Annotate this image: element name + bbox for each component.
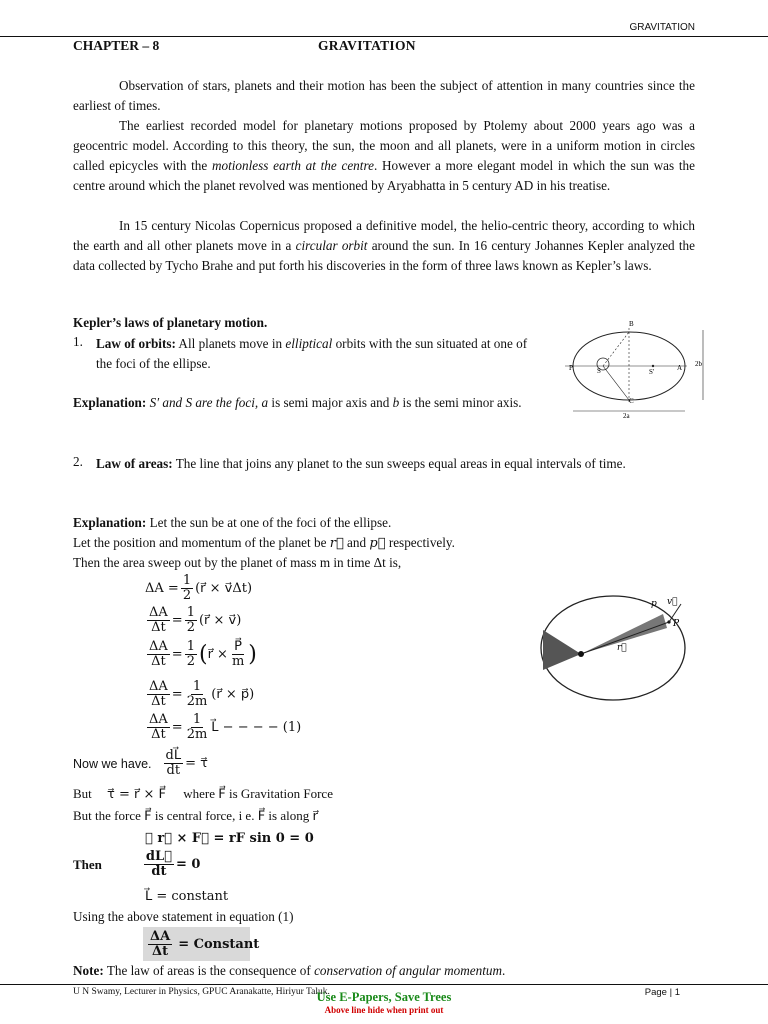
kepler-heading: Kepler’s laws of planetary motion.: [73, 315, 268, 330]
paragraph-1: Observation of stars, planets and their motion has been the subject of attention in many countries since the earliest of times.: [73, 78, 695, 113]
ellipse-orbit-diagram: [563, 316, 713, 420]
header-rule: [0, 36, 768, 37]
label-s: S: [597, 367, 601, 375]
law1-number: 1.: [73, 334, 83, 349]
label-c: C: [629, 397, 634, 405]
page-number: Page | 1: [644, 987, 680, 998]
equation-5: $\frac{\Delta A}{\Delta t}$ = $\frac{1}{2m}$ L⃗ − − − − (1): [149, 712, 302, 742]
using-statement: Using the above statement in equation (1): [73, 909, 294, 924]
sketch-label-r: r⃗: [617, 643, 627, 653]
law2-text: Law of areas: The line that joins any planet to the sun sweeps equal areas in equal intervals of time.: [96, 456, 626, 471]
footer-rule: [0, 984, 768, 985]
explanation-1: Explanation: S′ and S are the foci, a is semi major axis and b is the semi minor axis.: [73, 395, 522, 410]
equation-1: ΔA = $\frac{1}{2}$ (r⃗ × v⃗Δt): [145, 573, 253, 603]
now-we-have: Now we have. $\frac{dL⃗}{dt}$ = τ⃗: [73, 748, 208, 778]
label-2b: 2b: [695, 360, 702, 368]
then-equation: Then $\frac{dL⃗}{dt}$ = 0: [73, 849, 201, 879]
page-title: GRAVITATION: [318, 38, 416, 53]
law2-number: 2.: [73, 454, 83, 469]
chapter-number: CHAPTER – 8: [73, 38, 160, 53]
label-b: B: [629, 320, 634, 328]
footer-print-hint: Above line hide when print out: [324, 1005, 444, 1015]
running-title: GRAVITATION: [629, 22, 695, 33]
sketch-label-v: v⃗: [667, 597, 678, 607]
position-momentum-line: Let the position and momentum of the planet be r⃗ and p⃗ respectively.: [73, 535, 455, 551]
equation-4: $\frac{\Delta A}{\Delta t}$ = $\frac{1}{2m}$ (r⃗ × p⃗): [149, 679, 255, 709]
swept-area-left: [543, 630, 581, 670]
boxed-result: $\frac{\Delta A}{\Delta t}$ = Constant: [143, 927, 250, 961]
footer-author: U N Swamy, Lecturer in Physics, GPUC Aranakatte, Hiriyur Taluk.: [73, 987, 330, 997]
footer-slogan: Use E-Papers, Save Trees: [316, 990, 452, 1004]
equation-2: $\frac{\Delta A}{\Delta t}$ = $\frac{1}{2}$ (r⃗ × v⃗): [149, 605, 242, 635]
paragraph-2: The earliest recorded model for planetary motions proposed by Ptolemy about 2000 years ago was a geocentric model. According to this theory, the sun, the moon and all planets, were in a uniform motion in circles called epicycles with the motionless earth at the centre. However a more elegant model in which the sun was the centre around which the planet revolved was mentioned by Aryabhatta in 5 century AD in his treatise.: [73, 118, 695, 193]
label-2a: 2a: [623, 412, 630, 420]
label-s-prime: S′: [649, 368, 655, 376]
paragraph-3: In 15 century Nicolas Copernicus proposed a definitive model, the helio-centric theory, according to which the earth and all other planets move in a circular orbit around the sun. In 16 century Johannes Kepler analyzed the data collected by Tycho Brahe and put forth his discoveries in the form of three laws known as Kepler’s laws.: [73, 218, 695, 273]
focus-line-c: [603, 366, 629, 400]
note-line: Note: The law of areas is the consequence of conservation of angular momentum.: [73, 963, 506, 978]
sketch-label-P: P: [673, 619, 680, 629]
central-force-line: But the force F⃗ is central force, i e. F⃗ is along r⃗: [73, 808, 318, 823]
cross-product-zero: ∴ r⃗ × F⃗ = rF sin 0 = 0: [145, 831, 314, 846]
sun-dot: [578, 651, 584, 657]
sketch-label-p-small: p: [651, 599, 657, 609]
law1-text: Law of orbits: All planets move in elliptical orbits with the sun situated at one of the foci of the ellipse.: [96, 336, 528, 371]
focus-s-prime: [652, 365, 654, 367]
label-a: A: [677, 364, 683, 372]
explanation-2: Explanation: Let the sun be at one of the foci of the ellipse.: [73, 515, 392, 530]
label-p: P: [569, 364, 573, 372]
area-sweep-sketch: [533, 590, 713, 710]
constant-line: L⃗ = constant: [145, 889, 229, 904]
equation-3: $\frac{\Delta A}{\Delta t}$ = $\frac{1}{2}$ ( r⃗ × $\frac{P⃗}{m}$ ): [149, 639, 257, 669]
area-sweep-line: Then the area sweep out by the planet of mass m in time Δt is,: [73, 555, 402, 570]
torque-line: But τ⃗ = r⃗ × F⃗ where F⃗ is Gravitation Force: [73, 786, 333, 802]
focus-line-b: [603, 332, 629, 366]
